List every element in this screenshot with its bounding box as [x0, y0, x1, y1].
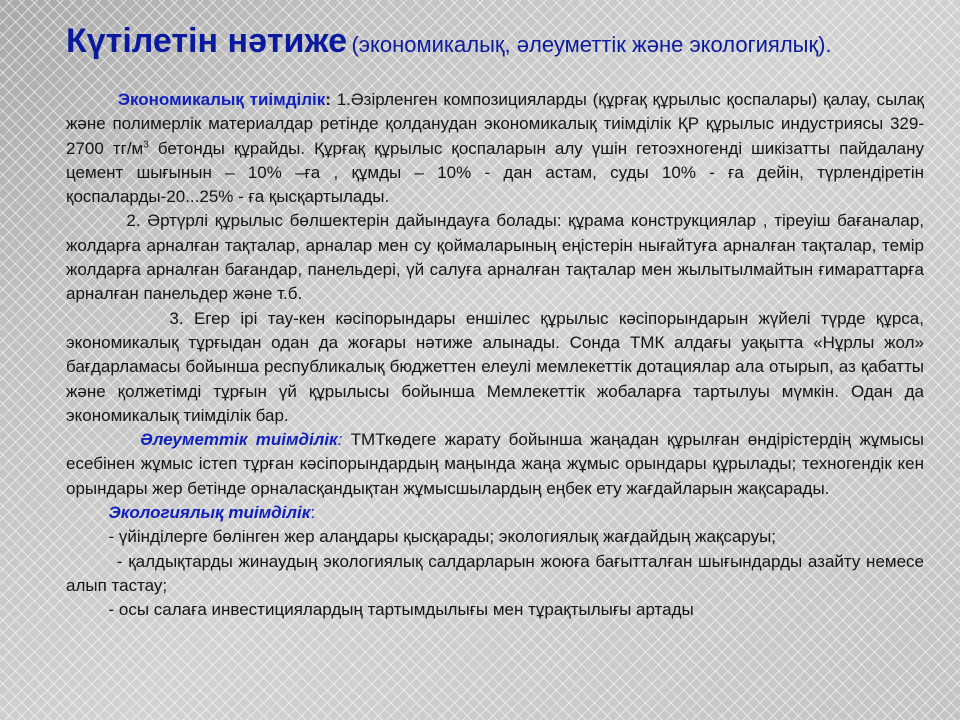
economic-paragraph-3	[66, 307, 924, 428]
social-colon: :	[337, 430, 343, 450]
ecological-colon: :	[310, 503, 316, 523]
ecological-item-3: - осы салаға инвестициялардың тартымдылығы мен тұрақтылығы артады	[108, 600, 694, 620]
cubic-superscript: 3	[143, 138, 149, 150]
social-paragraph	[66, 428, 924, 501]
ecological-item	[66, 598, 924, 622]
economic-text-a: 1.Әзірленген композицияларды (құрғақ құрылыс қоспалары) қалау, сылақ және полимерлік материалдар ретінде қолданудан экономикалық тиімділік ҚР құрылыс индустриясы 329-2700 тг/м	[66, 90, 924, 158]
ecological-item	[66, 550, 924, 599]
economic-heading: Экономикалық тиімділік	[117, 90, 326, 109]
economic-colon: :	[325, 90, 331, 109]
slide-title-row	[66, 22, 946, 61]
ecological-item-2: - қалдықтарды жинаудың экологиялық салдарларын жоюға бағытталған шығындарды азайту немесе алып тастау;	[66, 551, 924, 595]
slide-body	[66, 88, 924, 623]
economic-text-2: 2. Әртүрлі құрылыс бөлшектерін дайындауға болады: құрама конструкциялар , тіреуіш бағаналар, жолдарға арналған тақталар, арналар мен су қоймаларының еңістерін нығайтуға арналған тақталар, темір жолдарға арналған бағандар, панельдері, үй салуға арналған тақталар мен жылытылмайтын ғимараттарға арналған панельдер және т.б.	[66, 211, 924, 304]
social-text: ТМТкөдеге жарату бойынша жаңадан құрылған өндірістердің жұмысы есебінен жұмыс істеп тұрған кәсіпорындардың маңында жаңа жұмыс орындары құрылады; техногендік кен орындары жер бетінде орналасқандықтан жұмысшылардың еңбек ету жағдайларын жақсарады.	[66, 430, 924, 498]
ecological-item-1: - үйінділерге бөлінген жер алаңдары қысқарады; экологиялық жағдайдың жақсаруы;	[108, 527, 777, 547]
economic-text-b: бетонды құрайды. Құрғақ құрылыс қоспаларын алу үшін гетоэхногенді шикізатты пайдалану цемент шығынын – 10% –ға , құмды – 10% - дан астам, суды 10% - ға дейін, түрлендіретін қоспаларды-20...25% - ға қысқартылады.	[66, 138, 924, 207]
economic-paragraph-2	[66, 209, 924, 306]
economic-paragraph-1	[66, 88, 924, 209]
slide-subtitle: (экономикалық, әлеуметтік және экологиялық).	[351, 32, 832, 57]
ecological-heading-line	[66, 501, 924, 525]
ecological-item	[66, 525, 924, 549]
ecological-heading: Экологиялық тиімділік	[108, 503, 311, 523]
social-heading: Әлеуметтік тиімділік	[140, 430, 338, 450]
economic-text-3: 3. Егер ірі тау-кен кәсіпорындары еншілес құрылыс кәсіпорындарын жүйелі түрде құрса, экономикалық тұрғыдан одан да жоғары нәтиже алынады. Сонда ТМК алдағы уақытта «Нұрлы жол» бағдарламасы бойынша республикалық бюджеттен елеулі мемлекеттік дотациялар ала отырып, аз қабатты және қолжетімді тұрғын үй құрылысы бойынша Мемлекеттік жобаларға тартылуы мүмкін. Одан да экономикалық тиімділік бар.	[66, 308, 924, 425]
slide-title: Күтілетін нәтиже	[66, 22, 348, 60]
